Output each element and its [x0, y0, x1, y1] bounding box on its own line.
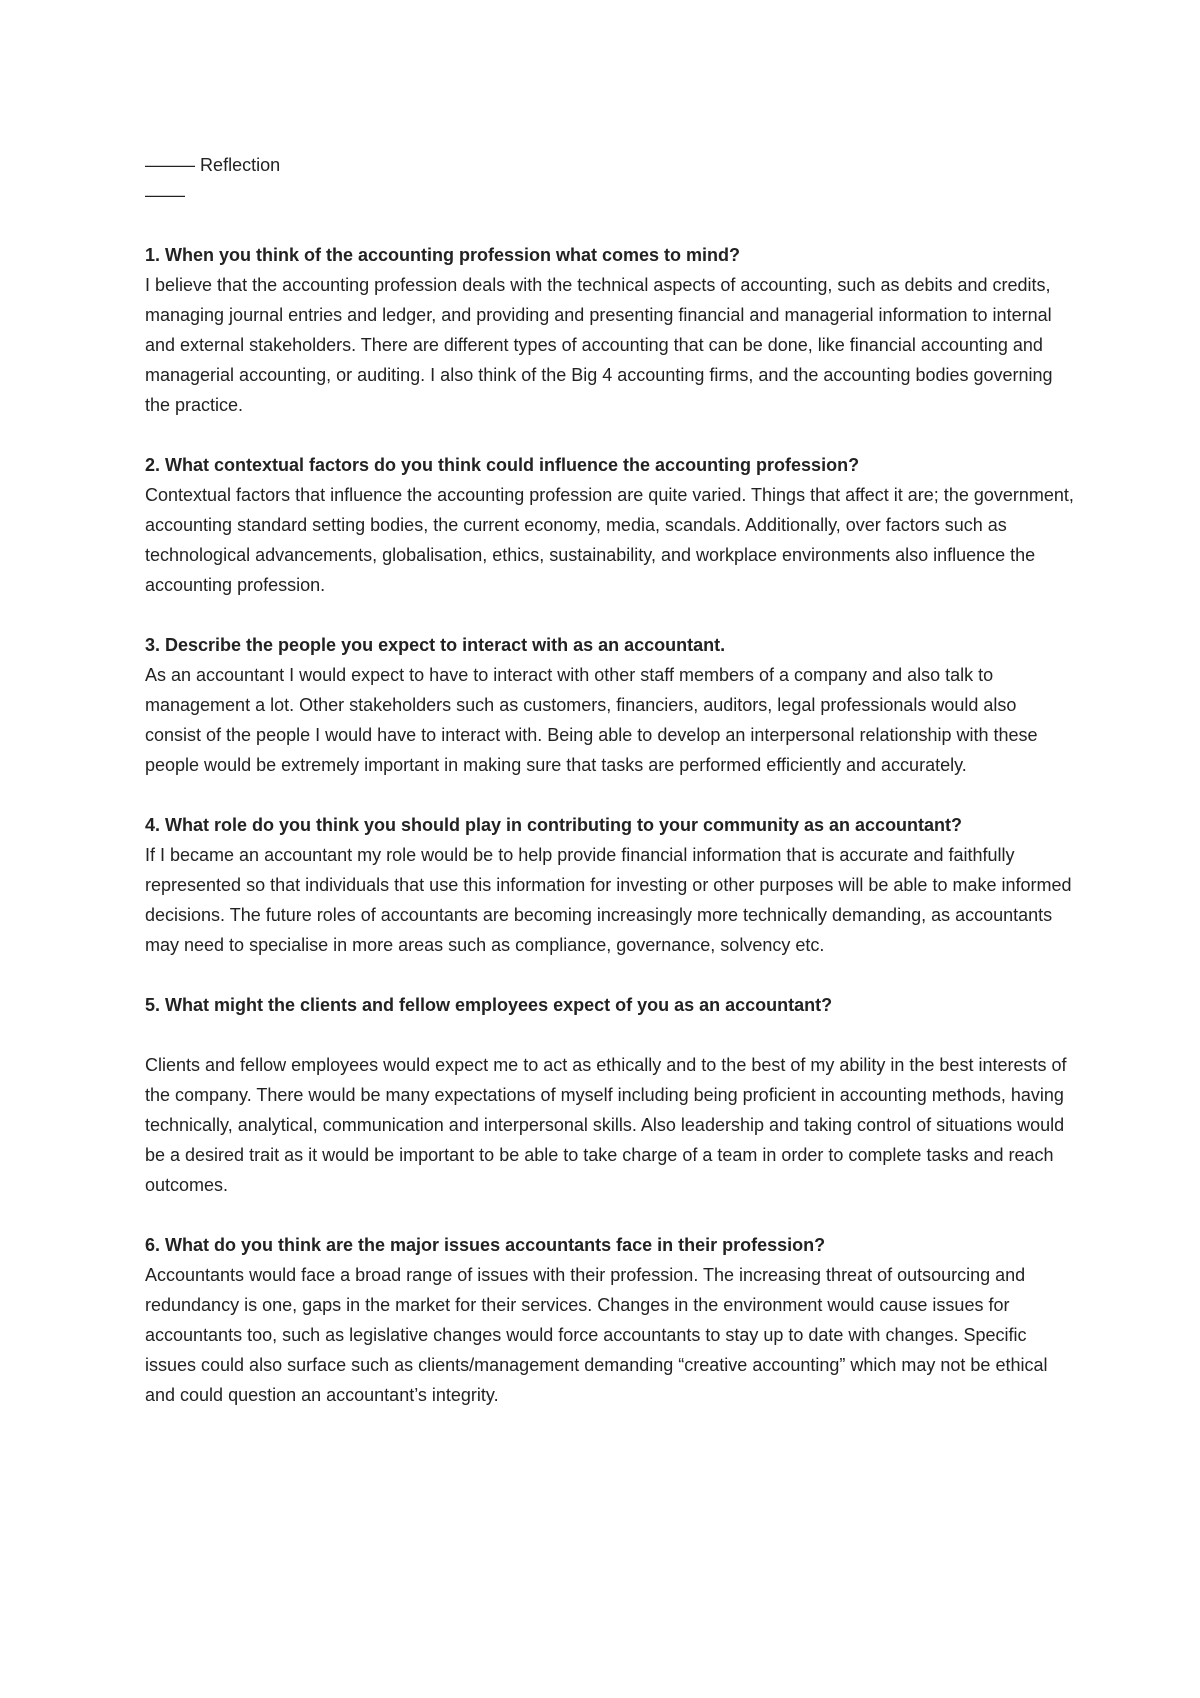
document-title: ––––– Reflection	[145, 155, 281, 175]
question-2: 2. What contextual factors do you think could influence the accounting profession?	[145, 455, 860, 475]
section-3	[145, 630, 1075, 780]
answer-3: As an accountant I would expect to have to interact with other staff members of a company and also talk to management a lot. Other stakeholders such as customers, financiers, auditors, legal professionals would also consist of the people I would have to interact with. Being able to develop an interpersonal relationship with these people would be extremely important in making sure that tasks are performed efficiently and accurately.	[145, 665, 1038, 775]
question-1: 1. When you think of the accounting profession what comes to mind?	[145, 245, 741, 265]
answer-2: Contextual factors that influence the accounting profession are quite varied. Things that affect it are; the government, accounting standard setting bodies, the current economy, media, scandals. Additionally, over factors such as technological advancements, globalisation, ethics, sustainability, and workplace environments also influence the accounting profession.	[145, 485, 1074, 595]
answer-4: If I became an accountant my role would be to help provide financial information that is accurate and faithfully represented so that individuals that use this information for investing or other purposes will be able to make informed decisions. The future roles of accountants are becoming increasingly more technically demanding, as accountants may need to specialise in more areas such as compliance, governance, solvency etc.	[145, 845, 1072, 955]
section-4	[145, 810, 1075, 960]
section-6	[145, 1230, 1075, 1410]
answer-5: Clients and fellow employees would expect me to act as ethically and to the best of my ability in the best interests of the company. There would be many expectations of myself including being proficient in accounting methods, having technically, analytical, communication and interpersonal skills. Also leadership and taking control of situations would be a desired trait as it would be important to be able to take charge of a team in order to complete tasks and reach outcomes.	[145, 1055, 1067, 1195]
answer-6: Accountants would face a broad range of issues with their profession. The increasing threat of outsourcing and redundancy is one, gaps in the market for their services. Changes in the environment would cause issues for accountants too, such as legislative changes would force accountants to stay up to date with changes. Specific issues could also surface such as clients/management demanding “creative accounting” which may not be ethical and could question an accountant’s integrity.	[145, 1265, 1048, 1405]
title-rule: ––––	[145, 185, 186, 205]
answer-1: I believe that the accounting profession deals with the technical aspects of accounting, such as debits and credits, managing journal entries and ledger, and providing and presenting financial and managerial information to internal and external stakeholders. There are different types of accounting that can be done, like financial accounting and managerial accounting, or auditing. I also think of the Big 4 accounting firms, and the accounting bodies governing the practice.	[145, 275, 1053, 415]
spacer	[145, 210, 1075, 240]
question-6: 6. What do you think are the major issues accountants face in their profession?	[145, 1235, 826, 1255]
blank-line	[145, 1020, 1075, 1050]
section-1	[145, 240, 1075, 420]
question-4: 4. What role do you think you should play in contributing to your community as an accountant?	[145, 815, 963, 835]
section-5	[145, 990, 1075, 1200]
section-2	[145, 450, 1075, 600]
question-3: 3. Describe the people you expect to interact with as an accountant.	[145, 635, 726, 655]
question-5: 5. What might the clients and fellow employees expect of you as an accountant?	[145, 995, 833, 1015]
document-page	[145, 150, 1075, 1440]
